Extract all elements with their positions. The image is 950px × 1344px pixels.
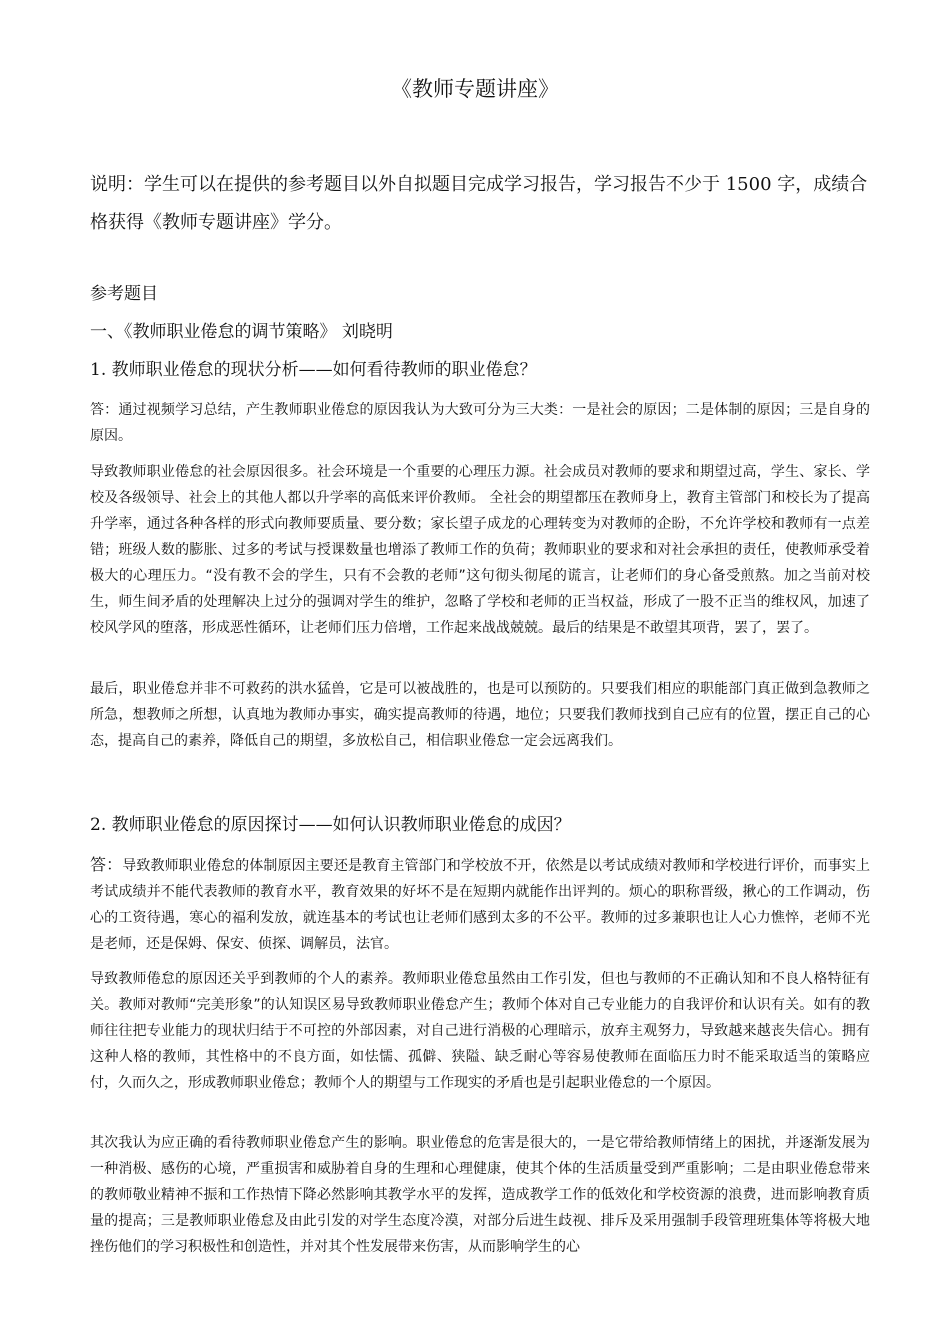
answer-2-lead: 答： (90, 855, 123, 874)
answer-1-paragraph-3: 最后，职业倦怠并非不可救药的洪水猛兽，它是可以被战胜的，也是可以预防的。只要我们相应的职能部门真正做到急教师之所急，想教师之所想，认真地为教师办事实，确实提高教师的待遇，地位；只要我们教师找到自己应有的位置，摆正自己的心态，提高自己的素养，降低自己的期望，多放松自己，相信职业倦怠一定会远离我们。 (90, 681, 870, 749)
answer-1-paragraph-2: 导致教师职业倦怠的社会原因很多。社会环境是一个重要的心理压力源。社会成员对教师的要求和期望过高，学生、家长、学校及各级领导、社会上的其他人都以升学率的高低来评价教师。 全社会的期望都压在教师身上，教育主管部门和校长为了提高升学率，通过各种各样的形式向教师要质量、要分数；家长望子成龙的心理转变为对教师的企盼，不允许学校和教师有一点差错；班级人数的膨胀、过多的考试与授课数量也增添了教师工作的负荷；教师职业的要求和对社会承担的责任，使教师承受着极大的心理压力。“没有教不会的学生，只有不会教的老师”这句彻头彻尾的谎言，让老师们的身心备受煎熬。加之当前对校生，师生间矛盾的处理解决上过分的强调对学生的维护，忽略了学校和老师的正当权益，形成了一股不正当的维权风，加速了校风学风的堕落，形成恶性循环，让老师们压力倍增，工作起来战战兢兢。最后的结果是不敢望其项背，罢了，罢了。 (90, 464, 870, 636)
answer-2-text: 导致教师职业倦怠的体制原因主要还是教育主管部门和学校放不开，依然是以考试成绩对教师和学校进行评价，而事实上考试成绩并不能代表教师的教育水平，教育效果的好坏不是在短期内就能作出评判的。烦心的职称晋级，揪心的工作调动，伤心的工资待遇，寒心的福利发放，就连基本的考试也让老师们感到太多的不公平。教师的过多兼职也让人心力憔悴，老师不光是老师，还是保姆、保安、侦探、调解员，法官。 (90, 858, 870, 952)
document-title: 《教师专题讲座》 (391, 77, 559, 101)
instructions-note: 说明：学生可以在提供的参考题目以外自拟题目完成学习报告，学习报告不少于 1500 字，成绩合格获得《教师专题讲座》学分。 (90, 174, 868, 233)
section-heading-1: 一、《教师职业倦怠的调节策略》 刘晓明 (90, 322, 393, 342)
question-2: 2. 教师职业倦怠的原因探讨——如何认识教师职业倦怠的成因？ (90, 815, 571, 835)
answer-2-paragraph-2: 导致教师倦怠的原因还关乎到教师的个人的素养。教师职业倦怠虽然由工作引发，但也与教师的不正确认知和不良人格特征有关。教师对教师“完美形象”的认知误区易导致教师职业倦怠产生；教师个体对自己专业能力的自我评价和认识有关。如有的教师往往把专业能力的现状归结于不可控的外部因素，对自己进行消极的心理暗示，放弃主观努力，导致越来越丧失信心。拥有这种人格的教师，其性格中的不良方面，如怯懦、孤僻、狭隘、缺乏耐心等容易使教师在面临压力时不能采取适当的策略应付，久而久之，形成教师职业倦怠；教师个人的期望与工作现实的矛盾也是引起职业倦怠的一个原因。 (90, 971, 870, 1091)
question-1: 1. 教师职业倦怠的现状分析——如何看待教师的职业倦怠？ (90, 360, 537, 380)
reference-heading: 参考题目 (90, 284, 158, 304)
answer-2-intro (90, 852, 870, 957)
answer-1-intro: 答：通过视频学习总结，产生教师职业倦怠的原因我认为大致可分为三大类：一是社会的原因；二是体制的原因；三是自身的原因。 (90, 402, 870, 444)
answer-2-paragraph-3: 其次我认为应正确的看待教师职业倦怠产生的影响。职业倦怠的危害是很大的，一是它带给教师情绪上的困扰，并逐渐发展为一种消极、感伤的心境，严重损害和威胁着自身的生理和心理健康，使其个体的生活质量受到严重影响；二是由职业倦怠带来的教师敬业精神不振和工作热情下降必然影响其教学水平的发挥，造成教学工作的低效化和学校资源的浪费，进而影响教育质量的提高；三是教师职业倦怠及由此引发的对学生态度冷漠，对部分后进生歧视、排斥及采用强制手段管理班集体等将极大地挫伤他们的学习积极性和创造性，并对其个性发展带来伤害，从而影响学生的心 (90, 1135, 870, 1255)
